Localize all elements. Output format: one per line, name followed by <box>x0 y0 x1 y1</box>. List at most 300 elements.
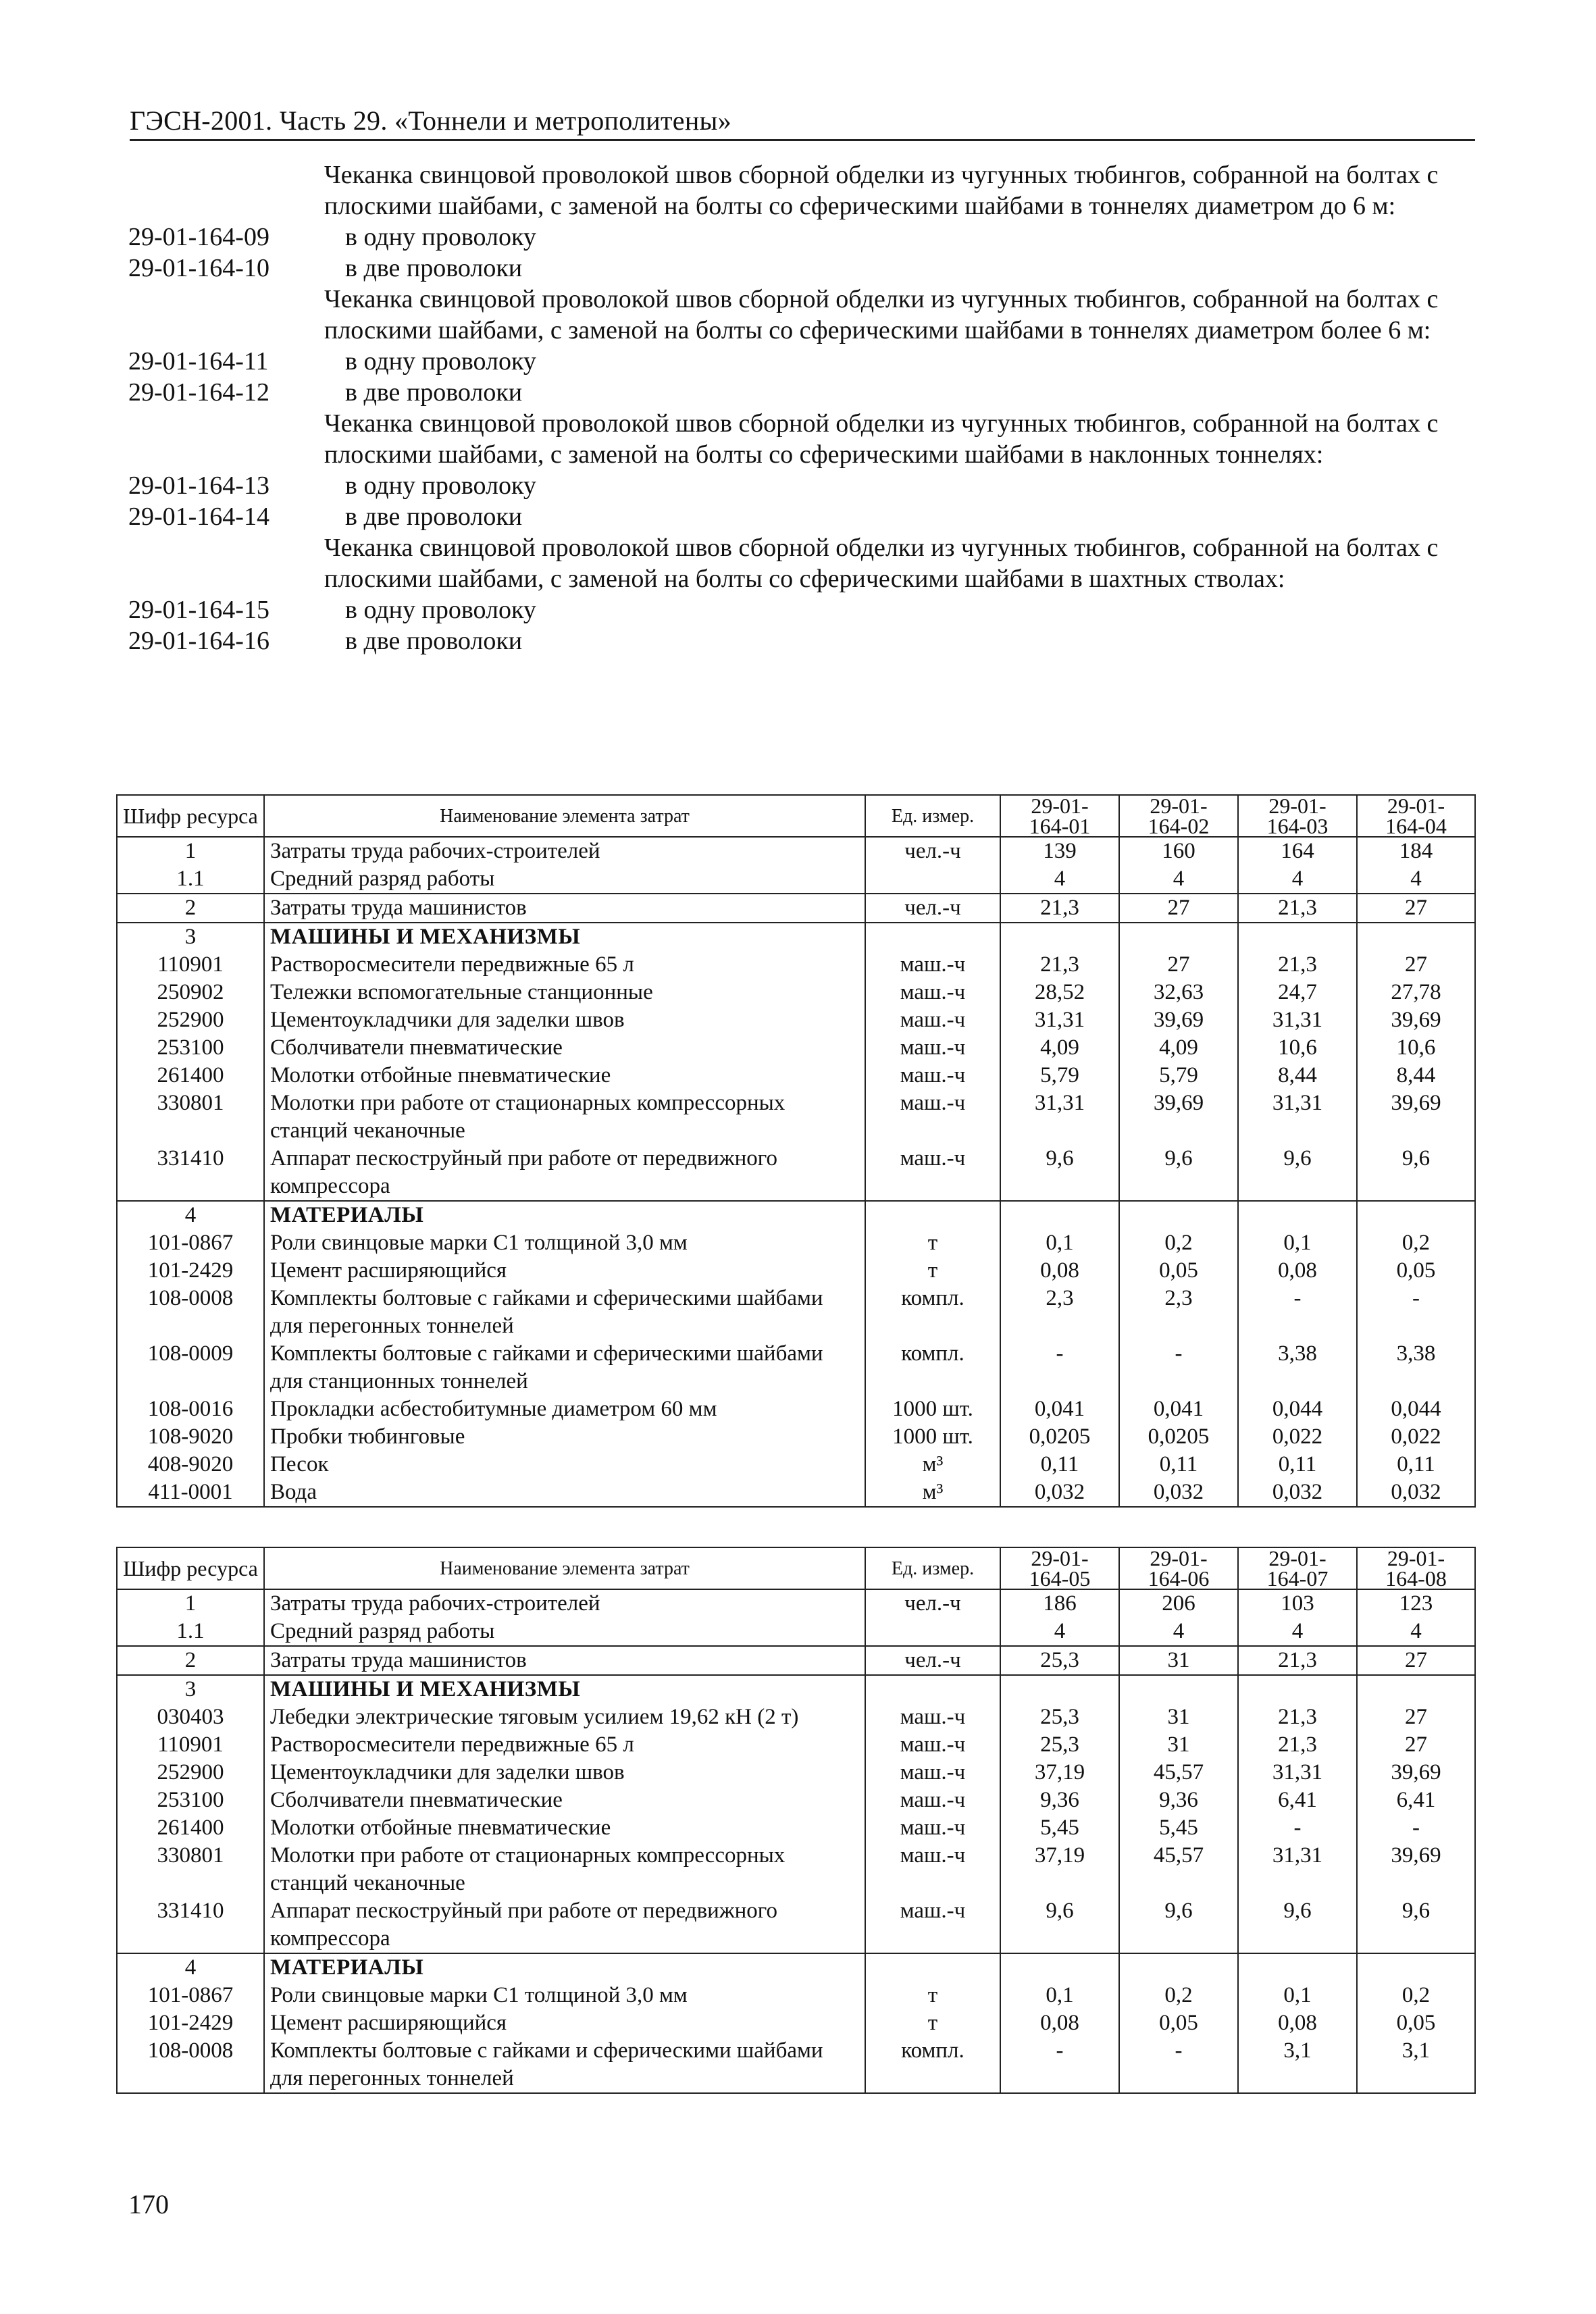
norm-value: 9,6 <box>1238 1145 1357 1201</box>
norm-value: 0,05 <box>1357 1257 1475 1285</box>
norm-value: 0,05 <box>1357 2009 1475 2037</box>
resource-code: 331410 <box>117 1897 264 1953</box>
norm-value: 4 <box>1000 1618 1119 1646</box>
norm-value: 0,0205 <box>1119 1423 1238 1451</box>
norm-value <box>1119 1953 1238 1982</box>
resource-code: 1.1 <box>117 1618 264 1646</box>
resource-table-1 <box>116 794 1476 1508</box>
norm-value: 0,1 <box>1000 1982 1119 2009</box>
table-row <box>117 1006 1475 1034</box>
resource-code: 108-0008 <box>117 1285 264 1340</box>
unit: компл. <box>865 1340 1000 1395</box>
resource-code: 108-0016 <box>117 1395 264 1423</box>
table-row <box>117 1089 1475 1145</box>
norm-variant <box>128 253 1472 284</box>
norm-value: 0,0205 <box>1000 1423 1119 1451</box>
norm-value: - <box>1000 1340 1119 1395</box>
norm-value: 0,032 <box>1357 1479 1475 1507</box>
norm-value: 0,2 <box>1119 1229 1238 1257</box>
norm-value: 9,6 <box>1119 1897 1238 1953</box>
section-title: МАШИНЫ И МЕХАНИЗМЫ <box>264 1675 865 1703</box>
table-row <box>117 1842 1475 1897</box>
norm-value <box>1000 923 1119 951</box>
norm-value: 21,3 <box>1238 1703 1357 1731</box>
norm-variant <box>128 377 1472 408</box>
resource-code: 110901 <box>117 1731 264 1759</box>
resource-name: Роли свинцовые марки С1 толщиной 3,0 мм <box>264 1982 865 2009</box>
resource-name: Лебедки электрические тяговым усилием 19,62 кН (2 т) <box>264 1703 865 1731</box>
norm-value: 39,69 <box>1119 1089 1238 1145</box>
resource-code: 252900 <box>117 1759 264 1786</box>
norm-value <box>1357 923 1475 951</box>
unit: маш.-ч <box>865 1897 1000 1953</box>
unit: маш.-ч <box>865 1759 1000 1786</box>
norm-value: 8,44 <box>1357 1062 1475 1089</box>
resource-code: 330801 <box>117 1842 264 1897</box>
norm-code: 29-01-164-15 <box>128 596 269 624</box>
norm-value: 27 <box>1357 894 1475 923</box>
norm-value: 27,78 <box>1357 979 1475 1006</box>
norm-value: 32,63 <box>1119 979 1238 1006</box>
resource-code: 030403 <box>117 1703 264 1731</box>
unit: маш.-ч <box>865 1062 1000 1089</box>
norm-value: 0,05 <box>1119 2009 1238 2037</box>
norm-value: 4 <box>1238 865 1357 894</box>
resource-code: 253100 <box>117 1786 264 1814</box>
norm-code: 29-01-164-13 <box>128 471 269 500</box>
norm-value: 0,044 <box>1357 1395 1475 1423</box>
resource-name: Тележки вспомогательные станционные <box>264 979 865 1006</box>
norm-value: 0,11 <box>1238 1451 1357 1479</box>
norm-value: 39,69 <box>1357 1842 1475 1897</box>
table-row <box>117 1646 1475 1675</box>
resource-code: 331410 <box>117 1145 264 1201</box>
norm-value: 0,08 <box>1000 1257 1119 1285</box>
norm-value <box>1000 1953 1119 1982</box>
unit: маш.-ч <box>865 1703 1000 1731</box>
norm-value: 3,1 <box>1238 2037 1357 2093</box>
resource-code: 261400 <box>117 1814 264 1842</box>
norm-value: 31,31 <box>1000 1089 1119 1145</box>
norm-variant <box>128 594 1472 625</box>
resource-code: 4 <box>117 1201 264 1229</box>
norm-value: 4,09 <box>1119 1034 1238 1062</box>
unit <box>865 1675 1000 1703</box>
norm-value: - <box>1119 1340 1238 1395</box>
intro-list <box>128 159 1472 657</box>
norm-value: 9,6 <box>1357 1145 1475 1201</box>
norm-description <box>128 408 1472 470</box>
norm-value: 21,3 <box>1238 1646 1357 1675</box>
norm-value: 0,08 <box>1238 2009 1357 2037</box>
resource-code: 1.1 <box>117 865 264 894</box>
norm-value <box>1357 1201 1475 1229</box>
norm-value: 25,3 <box>1000 1731 1119 1759</box>
table-row <box>117 951 1475 979</box>
unit: м³ <box>865 1451 1000 1479</box>
table-row <box>117 1062 1475 1089</box>
table-row <box>117 837 1475 865</box>
norm-code: 29-01-164-16 <box>128 627 269 655</box>
resource-code: 101-0867 <box>117 1982 264 2009</box>
resource-name: Комплекты болтовые с гайками и сферическими шайбами для перегонных тоннелей <box>264 1285 865 1340</box>
table-row <box>117 979 1475 1006</box>
norm-value: 31 <box>1119 1703 1238 1731</box>
norm-value: 21,3 <box>1000 951 1119 979</box>
resource-code: 101-2429 <box>117 2009 264 2037</box>
norm-value: 27 <box>1357 1731 1475 1759</box>
resource-name: Цемент расширяющийся <box>264 1257 865 1285</box>
table-row <box>117 923 1475 951</box>
section-title: МАТЕРИАЛЫ <box>264 1201 865 1229</box>
table-row <box>117 1731 1475 1759</box>
norm-value: 3,38 <box>1357 1340 1475 1395</box>
norm-value: 5,79 <box>1119 1062 1238 1089</box>
unit <box>865 1201 1000 1229</box>
norm-value: 21,3 <box>1238 1731 1357 1759</box>
table-row <box>117 1257 1475 1285</box>
norm-value: 0,1 <box>1238 1982 1357 2009</box>
unit: маш.-ч <box>865 1786 1000 1814</box>
norm-value: 3,38 <box>1238 1340 1357 1395</box>
norm-value: 31,31 <box>1238 1089 1357 1145</box>
norm-description-text: Чеканка свинцовой проволокой швов сборной обделки из чугунных тюбингов, собранной на болтах с плоскими шайбами, с заменой на болты со сферическими шайбами в тоннелях диаметром до 6 м: <box>324 161 1439 220</box>
header-name: Наименование элемента затрат <box>264 795 865 837</box>
norm-value: 37,19 <box>1000 1842 1119 1897</box>
norm-value: - <box>1238 1285 1357 1340</box>
resource-name: Комплекты болтовые с гайками и сферическими шайбами для перегонных тоннелей <box>264 2037 865 2093</box>
unit: т <box>865 1982 1000 2009</box>
norm-value: 0,022 <box>1238 1423 1357 1451</box>
norm-value <box>1357 1675 1475 1703</box>
norm-value: 186 <box>1000 1589 1119 1618</box>
resource-code: 3 <box>117 923 264 951</box>
norm-value: 9,6 <box>1238 1897 1357 1953</box>
norm-value: - <box>1357 1285 1475 1340</box>
resource-name: Затраты труда рабочих-строителей <box>264 1589 865 1618</box>
unit: маш.-ч <box>865 1006 1000 1034</box>
section-title: МАШИНЫ И МЕХАНИЗМЫ <box>264 923 865 951</box>
norm-value: 45,57 <box>1119 1842 1238 1897</box>
resource-name: Аппарат пескоструйный при работе от передвижного компрессора <box>264 1145 865 1201</box>
resource-name: Молотки отбойные пневматические <box>264 1814 865 1842</box>
norm-value: 4 <box>1000 865 1119 894</box>
resource-name: Цемент расширяющийся <box>264 2009 865 2037</box>
norm-value: 0,11 <box>1119 1451 1238 1479</box>
resource-name: Молотки отбойные пневматические <box>264 1062 865 1089</box>
header-norm-column: 29-01- 164-04 <box>1357 795 1475 837</box>
resource-code: 110901 <box>117 951 264 979</box>
norm-value: 0,2 <box>1119 1982 1238 2009</box>
table-row <box>117 894 1475 923</box>
norm-value: 31 <box>1119 1731 1238 1759</box>
norm-value: 0,11 <box>1000 1451 1119 1479</box>
norm-value: 0,022 <box>1357 1423 1475 1451</box>
norm-value: 4 <box>1357 865 1475 894</box>
resource-code: 4 <box>117 1953 264 1982</box>
unit: маш.-ч <box>865 1145 1000 1201</box>
table-row <box>117 1423 1475 1451</box>
resource-code: 408-9020 <box>117 1451 264 1479</box>
norm-code: 29-01-164-09 <box>128 223 269 251</box>
norm-value <box>1357 1953 1475 1982</box>
resource-code: 250902 <box>117 979 264 1006</box>
norm-value: - <box>1238 1814 1357 1842</box>
section-title: МАТЕРИАЛЫ <box>264 1953 865 1982</box>
norm-value <box>1119 1201 1238 1229</box>
table-row <box>117 1395 1475 1423</box>
unit: компл. <box>865 1285 1000 1340</box>
norm-value: 3,1 <box>1357 2037 1475 2093</box>
norm-value: 21,3 <box>1238 951 1357 979</box>
norm-value: 0,2 <box>1357 1982 1475 2009</box>
resource-name: Аппарат пескоструйный при работе от передвижного компрессора <box>264 1897 865 1953</box>
norm-variant-text: в одну проволоку <box>345 223 536 251</box>
norm-value: 31,31 <box>1238 1006 1357 1034</box>
norm-value: 39,69 <box>1119 1006 1238 1034</box>
table-row <box>117 1145 1475 1201</box>
resource-code: 108-0009 <box>117 1340 264 1395</box>
norm-value: 25,3 <box>1000 1703 1119 1731</box>
table-row <box>117 1201 1475 1229</box>
norm-value: 9,6 <box>1000 1145 1119 1201</box>
unit: маш.-ч <box>865 1842 1000 1897</box>
unit: чел.-ч <box>865 1646 1000 1675</box>
norm-value: - <box>1119 2037 1238 2093</box>
norm-value: 39,69 <box>1357 1006 1475 1034</box>
norm-value: 9,36 <box>1119 1786 1238 1814</box>
header-code: Шифр ресурса <box>117 1547 264 1589</box>
unit <box>865 1618 1000 1646</box>
resource-table-2 <box>116 1547 1476 2094</box>
norm-value: 2,3 <box>1119 1285 1238 1340</box>
norm-value: 0,05 <box>1119 1257 1238 1285</box>
resource-code: 252900 <box>117 1006 264 1034</box>
norm-value: 4,09 <box>1000 1034 1119 1062</box>
header-rule <box>130 139 1475 141</box>
norm-value <box>1238 923 1357 951</box>
resource-code: 330801 <box>117 1089 264 1145</box>
norm-value: 4 <box>1357 1618 1475 1646</box>
unit: маш.-ч <box>865 1731 1000 1759</box>
norm-value: 0,08 <box>1238 1257 1357 1285</box>
resource-code: 101-2429 <box>117 1257 264 1285</box>
table-row <box>117 1953 1475 1982</box>
table-row <box>117 865 1475 894</box>
norm-value: 6,41 <box>1357 1786 1475 1814</box>
resource-name: Прокладки асбестобитумные диаметром 60 мм <box>264 1395 865 1423</box>
norm-code: 29-01-164-11 <box>128 347 269 376</box>
norm-description <box>128 284 1472 346</box>
header-norm-column: 29-01- 164-08 <box>1357 1547 1475 1589</box>
norm-variant-text: в одну проволоку <box>345 596 536 624</box>
norm-value: 0,2 <box>1357 1229 1475 1257</box>
norm-value: 0,1 <box>1238 1229 1357 1257</box>
table-row <box>117 1703 1475 1731</box>
table-row <box>117 1759 1475 1786</box>
unit: маш.-ч <box>865 1089 1000 1145</box>
norm-value <box>1000 1675 1119 1703</box>
unit: чел.-ч <box>865 837 1000 865</box>
norm-code: 29-01-164-14 <box>128 503 269 531</box>
norm-value: 9,36 <box>1000 1786 1119 1814</box>
norm-value: 5,45 <box>1119 1814 1238 1842</box>
norm-value: 21,3 <box>1238 894 1357 923</box>
header-norm-column: 29-01- 164-01 <box>1000 795 1119 837</box>
resource-name: Сболчиватели пневматические <box>264 1786 865 1814</box>
resource-name: Средний разряд работы <box>264 1618 865 1646</box>
header-norm-column: 29-01- 164-05 <box>1000 1547 1119 1589</box>
table-row <box>117 1786 1475 1814</box>
norm-value <box>1119 1675 1238 1703</box>
table-row <box>117 1618 1475 1646</box>
table-row <box>117 1451 1475 1479</box>
norm-value: 10,6 <box>1357 1034 1475 1062</box>
norm-value <box>1119 923 1238 951</box>
resource-name: Цементоукладчики для заделки швов <box>264 1006 865 1034</box>
norm-value: 21,3 <box>1000 894 1119 923</box>
norm-value: 27 <box>1357 951 1475 979</box>
resource-name: Затраты труда машинистов <box>264 894 865 923</box>
resource-name: Вода <box>264 1479 865 1507</box>
norm-value: 184 <box>1357 837 1475 865</box>
norm-value: 28,52 <box>1000 979 1119 1006</box>
table-row <box>117 2037 1475 2093</box>
unit <box>865 865 1000 894</box>
norm-value: 0,041 <box>1119 1395 1238 1423</box>
unit: компл. <box>865 2037 1000 2093</box>
resource-code: 108-9020 <box>117 1423 264 1451</box>
resource-name: Растворосмесители передвижные 65 л <box>264 1731 865 1759</box>
resource-name: Песок <box>264 1451 865 1479</box>
norm-value: 4 <box>1119 865 1238 894</box>
table-header-row <box>117 795 1475 837</box>
norm-value: 31,31 <box>1238 1842 1357 1897</box>
norm-value: - <box>1000 2037 1119 2093</box>
norm-value <box>1000 1201 1119 1229</box>
table-row <box>117 1814 1475 1842</box>
resource-name: Затраты труда рабочих-строителей <box>264 837 865 865</box>
resource-name: Цементоукладчики для заделки швов <box>264 1759 865 1786</box>
norm-variant-text: в две проволоки <box>345 503 523 531</box>
resource-code: 253100 <box>117 1034 264 1062</box>
norm-value: 9,6 <box>1357 1897 1475 1953</box>
norm-value: 27 <box>1357 1646 1475 1675</box>
norm-value: 4 <box>1119 1618 1238 1646</box>
resource-name: Молотки при работе от стационарных компрессорных станций чеканочные <box>264 1089 865 1145</box>
norm-variant-text: в две проволоки <box>345 254 523 282</box>
header-norm-column: 29-01- 164-02 <box>1119 795 1238 837</box>
norm-variant-text: в две проволоки <box>345 627 523 655</box>
norm-variant <box>128 501 1472 532</box>
table-row <box>117 1479 1475 1507</box>
table-row <box>117 1285 1475 1340</box>
norm-code: 29-01-164-12 <box>128 378 269 407</box>
table-row <box>117 1034 1475 1062</box>
norm-description-text: Чеканка свинцовой проволокой швов сборной обделки из чугунных тюбингов, собранной на болтах с плоскими шайбами, с заменой на болты со сферическими шайбами в шахтных стволах: <box>324 534 1439 593</box>
norm-value: 0,044 <box>1238 1395 1357 1423</box>
table-row <box>117 2009 1475 2037</box>
resource-code: 2 <box>117 894 264 923</box>
norm-variant <box>128 625 1472 657</box>
unit: маш.-ч <box>865 1034 1000 1062</box>
norm-variant-text: в одну проволоку <box>345 471 536 500</box>
norm-value: 0,041 <box>1000 1395 1119 1423</box>
header-name: Наименование элемента затрат <box>264 1547 865 1589</box>
norm-value: 0,032 <box>1119 1479 1238 1507</box>
norm-value: 0,032 <box>1238 1479 1357 1507</box>
unit <box>865 923 1000 951</box>
norm-value: 9,6 <box>1119 1145 1238 1201</box>
table-row <box>117 1982 1475 2009</box>
norm-value <box>1238 1675 1357 1703</box>
resource-name: Затраты труда машинистов <box>264 1646 865 1675</box>
norm-value: 31,31 <box>1238 1759 1357 1786</box>
norm-code: 29-01-164-10 <box>128 254 269 282</box>
norm-value: 8,44 <box>1238 1062 1357 1089</box>
resource-name: Сболчиватели пневматические <box>264 1034 865 1062</box>
norm-value <box>1238 1201 1357 1229</box>
table-row <box>117 1897 1475 1953</box>
norm-variant-text: в две проволоки <box>345 378 523 407</box>
unit: маш.-ч <box>865 951 1000 979</box>
resource-code: 261400 <box>117 1062 264 1089</box>
header-norm-column: 29-01- 164-07 <box>1238 1547 1357 1589</box>
header-norm-column: 29-01- 164-03 <box>1238 795 1357 837</box>
norm-value: 31 <box>1119 1646 1238 1675</box>
table-row <box>117 1229 1475 1257</box>
norm-variant-text: в одну проволоку <box>345 347 536 376</box>
norm-value: 27 <box>1357 1703 1475 1731</box>
unit <box>865 1953 1000 1982</box>
norm-value: 0,1 <box>1000 1229 1119 1257</box>
norm-value: 206 <box>1119 1589 1238 1618</box>
norm-value: 37,19 <box>1000 1759 1119 1786</box>
unit: 1000 шт. <box>865 1395 1000 1423</box>
norm-variant <box>128 470 1472 501</box>
norm-description-text: Чеканка свинцовой проволокой швов сборной обделки из чугунных тюбингов, собранной на болтах с плоскими шайбами, с заменой на болты со сферическими шайбами в наклонных тоннелях: <box>324 409 1439 469</box>
norm-value: 45,57 <box>1119 1759 1238 1786</box>
norm-description <box>128 159 1472 222</box>
norm-value: 6,41 <box>1238 1786 1357 1814</box>
norm-value: 103 <box>1238 1589 1357 1618</box>
running-header: ГЭСН-2001. Часть 29. «Тоннели и метрополитены» <box>130 105 732 136</box>
page-number: 170 <box>128 2189 169 2219</box>
header-code: Шифр ресурса <box>117 795 264 837</box>
unit: чел.-ч <box>865 1589 1000 1618</box>
norm-value: 25,3 <box>1000 1646 1119 1675</box>
norm-value: 0,08 <box>1000 2009 1119 2037</box>
norm-value: 5,45 <box>1000 1814 1119 1842</box>
resource-name: Роли свинцовые марки С1 толщиной 3,0 мм <box>264 1229 865 1257</box>
resource-name: Пробки тюбинговые <box>264 1423 865 1451</box>
norm-variant <box>128 222 1472 253</box>
unit: чел.-ч <box>865 894 1000 923</box>
table-row <box>117 1675 1475 1703</box>
resource-code: 1 <box>117 1589 264 1618</box>
resource-code: 1 <box>117 837 264 865</box>
norm-value: 5,79 <box>1000 1062 1119 1089</box>
resource-name: Средний разряд работы <box>264 865 865 894</box>
norm-value <box>1238 1953 1357 1982</box>
unit: т <box>865 1257 1000 1285</box>
table-row <box>117 1589 1475 1618</box>
norm-value: 24,7 <box>1238 979 1357 1006</box>
resource-code: 108-0008 <box>117 2037 264 2093</box>
resource-name: Молотки при работе от стационарных компрессорных станций чеканочные <box>264 1842 865 1897</box>
resource-code: 3 <box>117 1675 264 1703</box>
table-row <box>117 1340 1475 1395</box>
